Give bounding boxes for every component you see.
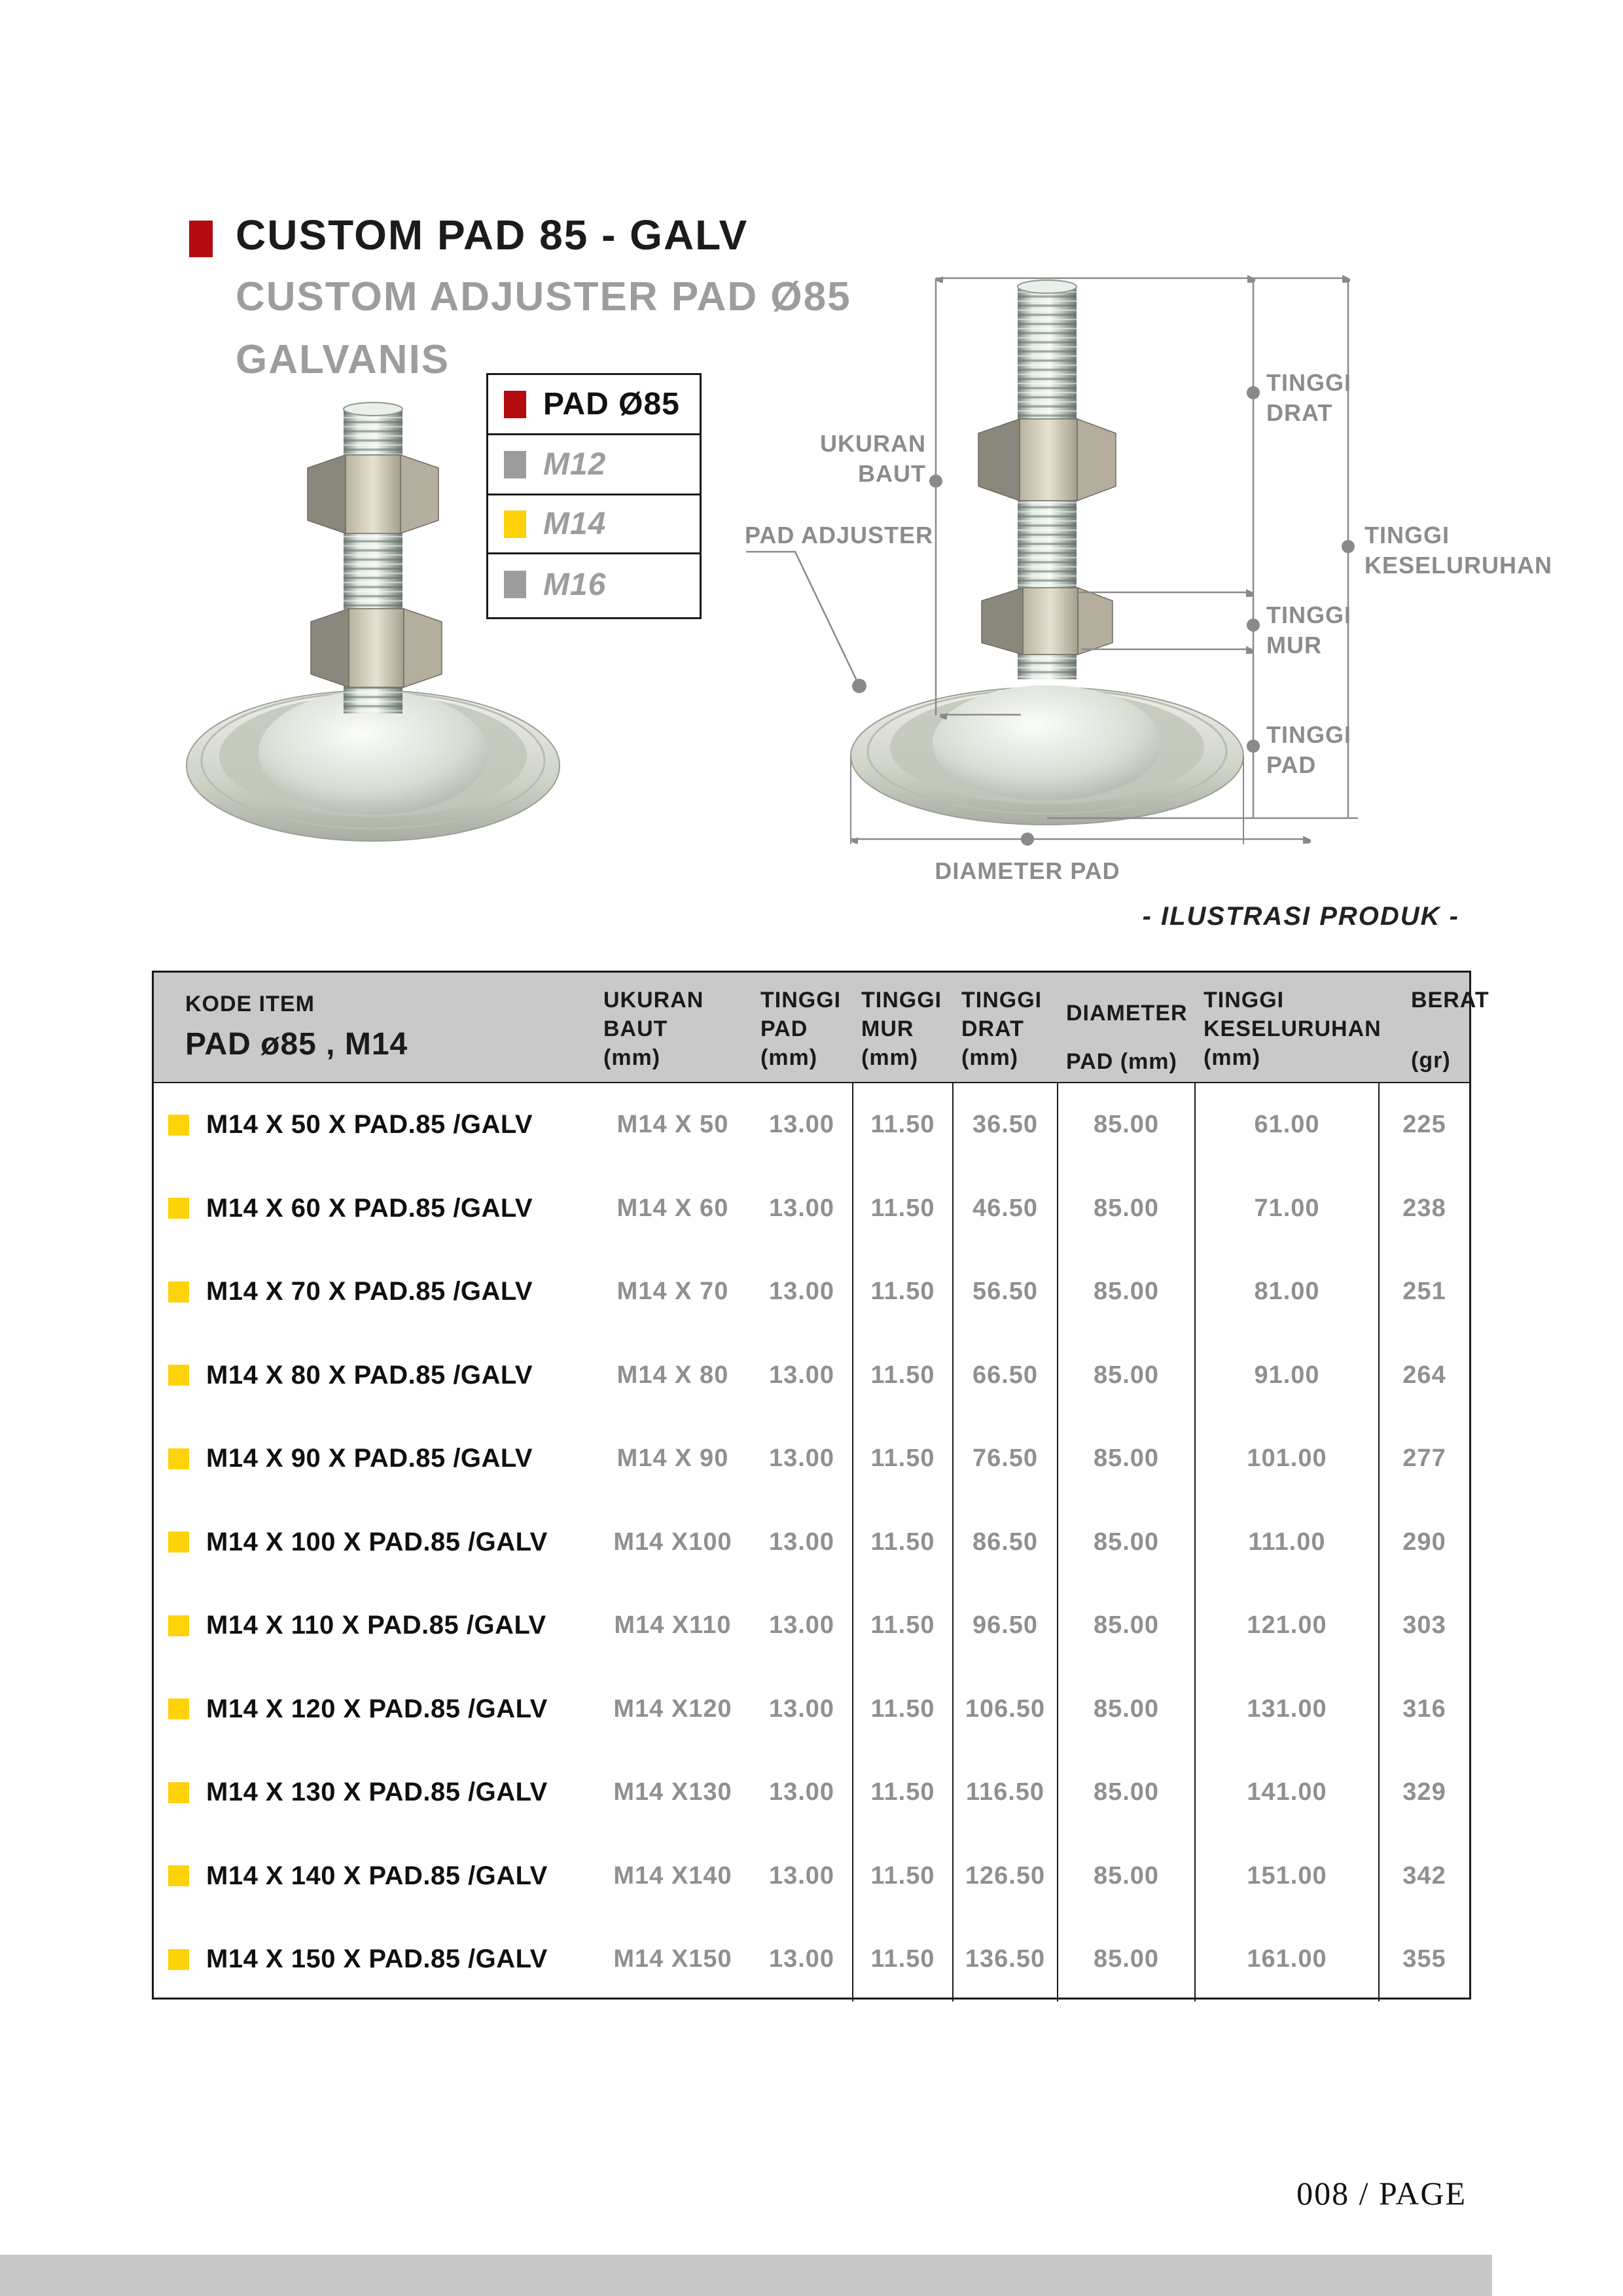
illustration-caption: - ILUSTRASI PRODUK - <box>1142 902 1459 931</box>
table-row <box>154 1167 1469 1251</box>
tinggi-keseluruhan-value: 121.00 <box>1194 1584 1378 1668</box>
item-code-cell <box>154 1167 594 1251</box>
item-code: M14 X 60 X PAD.85 /GALV <box>206 1193 533 1223</box>
tinggi-drat-value: 116.50 <box>952 1751 1057 1835</box>
item-code-cell <box>154 1083 594 1167</box>
ukuran-baut-value: M14 X140 <box>613 1861 732 1890</box>
tinggi-mur-value: 11.50 <box>852 1250 952 1334</box>
tinggi-keseluruhan-value: 101.00 <box>1194 1417 1378 1501</box>
item-code: M14 X 100 X PAD.85 /GALV <box>206 1527 548 1556</box>
berat-value: 238 <box>1378 1167 1469 1251</box>
item-code: M14 X 110 X PAD.85 /GALV <box>206 1611 546 1640</box>
item-code-cell <box>154 1835 594 1918</box>
product-photo <box>164 360 582 857</box>
header-diameter-pad: DIAMETER PAD (mm) <box>1066 1001 1188 1074</box>
table-row <box>154 1584 1469 1668</box>
ukuran-baut-value: M14 X 60 <box>616 1194 729 1222</box>
header-tinggi-pad: TINGGI PAD (mm) <box>760 988 842 1070</box>
tinggi-mur-value: 11.50 <box>852 1668 952 1751</box>
tinggi-pad-value: 13.00 <box>768 1778 835 1806</box>
tinggi-mur-value: 11.50 <box>852 1501 952 1585</box>
tinggi-pad-value: 13.00 <box>768 1194 835 1222</box>
tinggi-pad-value: 13.00 <box>768 1111 835 1139</box>
diameter-pad-label: DIAMETER PAD <box>935 857 1120 884</box>
yellow-marker-icon <box>168 1282 189 1302</box>
pad-adjuster-label: PAD ADJUSTER <box>745 522 934 548</box>
diameter-pad-value: 85.00 <box>1057 1167 1194 1251</box>
item-code: M14 X 120 X PAD.85 /GALV <box>206 1694 548 1723</box>
legend-label: M14 <box>543 507 607 541</box>
tinggi-drat-value: 106.50 <box>952 1668 1057 1751</box>
tinggi-keseluruhan-value: 71.00 <box>1194 1167 1378 1251</box>
tinggi-keseluruhan-value: 141.00 <box>1194 1751 1378 1835</box>
yellow-marker-icon <box>168 1198 189 1219</box>
header-tinggi-mur: TINGGI MUR (mm) <box>861 988 942 1070</box>
spec-table <box>152 971 1489 2000</box>
item-code-cell <box>154 1918 594 2001</box>
yellow-marker-icon <box>168 1532 189 1552</box>
tinggi-mur-value: 11.50 <box>852 1417 952 1501</box>
item-code: M14 X 140 X PAD.85 /GALV <box>206 1861 548 1890</box>
tinggi-drat-value: 36.50 <box>952 1083 1057 1167</box>
diameter-pad-value: 85.00 <box>1057 1751 1194 1835</box>
tinggi-keseluruhan-value: 161.00 <box>1194 1918 1378 2001</box>
page-title: CUSTOM PAD 85 - GALV <box>236 211 749 259</box>
item-code: M14 X 130 X PAD.85 /GALV <box>206 1778 548 1807</box>
ukuran-baut-value: M14 X 70 <box>616 1278 729 1306</box>
tinggi-keseluruhan-value: 61.00 <box>1194 1083 1378 1167</box>
item-code: M14 X 50 X PAD.85 /GALV <box>206 1110 533 1139</box>
berat-value: 251 <box>1378 1250 1469 1334</box>
header-tinggi-keseluruhan: TINGGI KESELURUHAN (mm) <box>1204 988 1382 1070</box>
table-row <box>154 1083 1469 1167</box>
ukuran-baut-value: M14 X150 <box>613 1945 732 1973</box>
tinggi-pad-label: TINGGI PAD <box>1266 721 1351 778</box>
tinggi-mur-value: 11.50 <box>852 1083 952 1167</box>
tinggi-mur-value: 11.50 <box>852 1167 952 1251</box>
yellow-marker-icon <box>168 1782 189 1803</box>
legend-label: M16 <box>543 567 607 602</box>
diameter-pad-value: 85.00 <box>1057 1668 1194 1751</box>
table-row <box>154 1835 1469 1918</box>
ukuran-baut-label: UKURAN BAUT <box>820 430 926 487</box>
ukuran-baut-value: M14 X 50 <box>616 1111 729 1139</box>
tinggi-mur-value: 11.50 <box>852 1334 952 1418</box>
tinggi-drat-value: 86.50 <box>952 1501 1057 1585</box>
tinggi-drat-value: 56.50 <box>952 1250 1057 1334</box>
item-code: M14 X 90 X PAD.85 /GALV <box>206 1444 533 1473</box>
tinggi-pad-value: 13.00 <box>768 1945 835 1973</box>
tinggi-keseluruhan-value: 81.00 <box>1194 1250 1378 1334</box>
tinggi-pad-value: 13.00 <box>768 1861 835 1890</box>
item-code-cell <box>154 1584 594 1668</box>
tinggi-pad-value: 13.00 <box>768 1695 835 1723</box>
tinggi-drat-value: 96.50 <box>952 1584 1057 1668</box>
header-tinggi-drat: TINGGI DRAT (mm) <box>961 988 1043 1070</box>
table-row <box>154 1501 1469 1585</box>
diameter-pad-value: 85.00 <box>1057 1083 1194 1167</box>
tinggi-pad-value: 13.00 <box>768 1278 835 1306</box>
page-subtitle: CUSTOM ADJUSTER PAD Ø85 <box>236 274 851 319</box>
header-ukuran-baut: UKURAN BAUT (mm) <box>603 988 704 1070</box>
ukuran-baut-value: M14 X120 <box>613 1695 732 1723</box>
legend-label: PAD Ø85 <box>543 387 680 422</box>
tinggi-pad-value: 13.00 <box>768 1611 835 1640</box>
header-kode-item: KODE ITEM PAD ø85 , M14 <box>154 973 594 1082</box>
item-code-cell <box>154 1334 594 1418</box>
table-row <box>154 1417 1469 1501</box>
tinggi-pad-value: 13.00 <box>768 1528 835 1556</box>
yellow-marker-icon <box>168 1115 189 1136</box>
berat-value: 355 <box>1378 1918 1469 2001</box>
diameter-pad-value: 85.00 <box>1057 1835 1194 1918</box>
ukuran-baut-value: M14 X100 <box>613 1528 732 1556</box>
diameter-pad-value: 85.00 <box>1057 1918 1194 2001</box>
item-code-cell <box>154 1501 594 1585</box>
footer-band <box>0 2255 1492 2296</box>
tinggi-keseluruhan-value: 91.00 <box>1194 1334 1378 1418</box>
tinggi-pad-value: 13.00 <box>768 1361 835 1389</box>
red-bullet-icon <box>189 221 213 257</box>
berat-value: 329 <box>1378 1751 1469 1835</box>
tinggi-mur-value: 11.50 <box>852 1835 952 1918</box>
tinggi-drat-label: TINGGI DRAT <box>1266 369 1351 426</box>
item-code: M14 X 150 X PAD.85 /GALV <box>206 1945 548 1974</box>
yellow-marker-icon <box>168 1448 189 1469</box>
table-row <box>154 1668 1469 1751</box>
diameter-pad-value: 85.00 <box>1057 1334 1194 1418</box>
yellow-marker-icon <box>168 1698 189 1719</box>
table-row <box>154 1334 1469 1418</box>
item-code: M14 X 80 X PAD.85 /GALV <box>206 1360 533 1390</box>
item-code-cell <box>154 1417 594 1501</box>
item-code-cell <box>154 1751 594 1835</box>
ukuran-baut-value: M14 X 90 <box>616 1444 729 1473</box>
berat-value: 342 <box>1378 1835 1469 1918</box>
diameter-pad-value: 85.00 <box>1057 1501 1194 1585</box>
ukuran-baut-value: M14 X110 <box>614 1611 732 1640</box>
tinggi-drat-value: 46.50 <box>952 1167 1057 1251</box>
tinggi-keseluruhan-value: 131.00 <box>1194 1668 1378 1751</box>
tinggi-mur-value: 11.50 <box>852 1584 952 1668</box>
dimension-diagram <box>720 262 1538 956</box>
tinggi-pad-value: 13.00 <box>768 1444 835 1473</box>
ukuran-baut-value: M14 X 80 <box>616 1361 729 1389</box>
diameter-pad-value: 85.00 <box>1057 1417 1194 1501</box>
table-row <box>154 1918 1469 2001</box>
berat-value: 303 <box>1378 1584 1469 1668</box>
yellow-marker-icon <box>168 1865 189 1886</box>
tinggi-drat-value: 136.50 <box>952 1918 1057 2001</box>
ukuran-baut-value: M14 X130 <box>613 1778 732 1806</box>
diagram-product-photo <box>851 280 1243 825</box>
berat-value: 290 <box>1378 1501 1469 1585</box>
tinggi-keseluruhan-value: 111.00 <box>1194 1501 1378 1585</box>
page-subtitle-2: GALVANIS <box>236 337 450 382</box>
yellow-marker-icon <box>168 1949 189 1970</box>
berat-value: 316 <box>1378 1668 1469 1751</box>
legend-label: M12 <box>543 447 607 482</box>
page-number: 008 / PAGE <box>1296 2175 1467 2212</box>
tinggi-drat-value: 126.50 <box>952 1835 1057 1918</box>
tinggi-keseluruhan-value: 151.00 <box>1194 1835 1378 1918</box>
yellow-marker-icon <box>168 1615 189 1636</box>
tinggi-drat-value: 76.50 <box>952 1417 1057 1501</box>
berat-value: 277 <box>1378 1417 1469 1501</box>
tinggi-mur-value: 11.50 <box>852 1751 952 1835</box>
tinggi-mur-label: TINGGI MUR <box>1266 601 1351 658</box>
diameter-pad-value: 85.00 <box>1057 1584 1194 1668</box>
berat-value: 225 <box>1378 1083 1469 1167</box>
item-code: M14 X 70 X PAD.85 /GALV <box>206 1277 533 1306</box>
header-berat: BERAT (gr) <box>1411 988 1489 1073</box>
item-code-cell <box>154 1250 594 1334</box>
header-kode-item-sub: PAD ø85 , M14 <box>185 1027 408 1062</box>
table-header <box>154 973 1489 1083</box>
item-code-cell <box>154 1668 594 1751</box>
berat-value: 264 <box>1378 1334 1469 1418</box>
tinggi-drat-value: 66.50 <box>952 1334 1057 1418</box>
table-body <box>154 1083 1469 2001</box>
tinggi-mur-value: 11.50 <box>852 1918 952 2001</box>
table-row <box>154 1250 1469 1334</box>
table-row <box>154 1751 1469 1835</box>
tinggi-keseluruhan-label: TINGGI KESELURUHAN <box>1364 522 1553 579</box>
yellow-marker-icon <box>168 1365 189 1386</box>
diameter-pad-value: 85.00 <box>1057 1250 1194 1334</box>
